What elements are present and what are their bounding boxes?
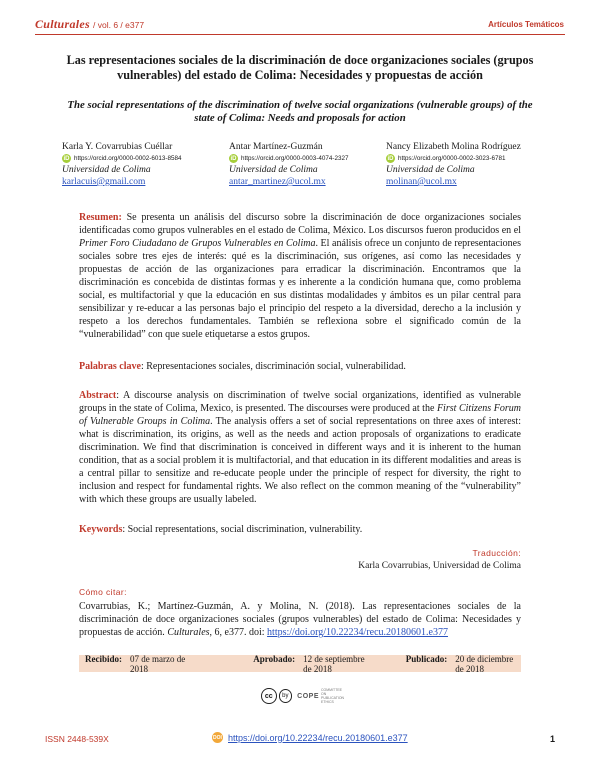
journal-header <box>35 17 144 32</box>
author-name: Karla Y. Covarrubias Cuéllar <box>62 142 173 152</box>
footer-doi-link[interactable]: https://doi.org/10.22234/recu.20180601.e377 <box>228 732 408 743</box>
header-divider <box>35 34 565 35</box>
author-institution: Universidad de Colima <box>229 165 318 175</box>
title-spanish: Las representaciones sociales de la discriminación de doce organizaciones sociales (grupos vulnerables) del estado de Colima: Necesidades y propuestas de acción <box>66 53 534 82</box>
author-name: Nancy Elizabeth Molina Rodríguez <box>386 142 521 152</box>
citation-text: Covarrubias, K.; Martínez-Guzmán, A. y Molina, N. (2018). Las representaciones sociales de la discriminación de doce organizaciones sociales (grupos vulnerables) del estado de Colima: Necesidades y propuestas de acción. Culturales, 6, e377. doi: https://doi.org/10.22234/recu.20180601.e377 <box>79 601 521 638</box>
author-name: Antar Martínez-Guzmán <box>229 142 323 152</box>
cope-subtitle: COMMITTEE ON PUBLICATION ETHICS <box>321 688 345 704</box>
forum-name: Primer Foro Ciudadano de Grupos Vulnerables en Colima <box>79 238 316 249</box>
palabras-label: Palabras clave <box>79 361 141 372</box>
abstract-paragraph: Abstract: A discourse analysis on discrimination of twelve social organizations, identified as vulnerable groups in the state of Colima, Mexico, is presented. The discourses were produced at the First Citizens Forum of Vulnerable Groups in Colima. The analysis offers a set of social representations on three axes of interest: what is discrimination, its origins, as well as the needs and action proposals of organizations to eradicate discrimination. We find that discrimination is conceived in different ways and it is inherent to the human condition, that as a social problem it is multifactorial, and that education in its different modalities and areas is a central pillar to sensitize and re-educate people under the principle of respect for diversity, the right to inclusion and respect for fundamental rights. We also reflect on the common meaning of the “vulnerability” with which these groups are usually labeled. <box>79 390 521 505</box>
date-approved: Aprobado: 12 de septiembre de 2018 <box>253 653 365 674</box>
resumen-label: Resumen: <box>79 212 122 223</box>
section-label: Artículos Temáticos <box>488 20 564 29</box>
date-published: Publicado: 20 de diciembre de 2018 <box>405 653 514 674</box>
author-email[interactable]: antar_martinez@ucol.mx <box>229 177 326 187</box>
license-badges[interactable] <box>261 687 345 705</box>
citation-block <box>79 587 521 639</box>
author-email[interactable]: molinan@ucol.mx <box>386 177 457 187</box>
author-block <box>386 141 521 188</box>
orcid-link[interactable]: iD https://orcid.org/0000-0002-6013-8584 <box>63 154 182 162</box>
keywords-label: Keywords <box>79 524 123 535</box>
author-email[interactable]: karlacuis@gmail.com <box>62 177 146 187</box>
orcid-icon: iD <box>63 155 70 162</box>
citation-doi-link[interactable]: https://doi.org/10.22234/recu.20180601.e377 <box>267 627 448 638</box>
author-block <box>229 141 348 188</box>
footer-doi <box>212 732 408 743</box>
keywords: Keywords: Social representations, social discrimination, vulnerability. <box>79 524 363 535</box>
translation-credit <box>358 547 521 573</box>
dates-bar <box>79 655 521 672</box>
attribution-icon: by <box>279 689 293 703</box>
doi-icon: DOI <box>212 732 223 743</box>
creative-commons-icon: cc <box>261 688 277 704</box>
orcid-icon: iD <box>230 155 237 162</box>
abstract-label: Abstract <box>79 390 117 401</box>
date-received: Recibido: 07 de marzo de 2018 <box>85 653 186 674</box>
issn: ISSN 2448-539X <box>45 734 109 744</box>
cope-logo: COPE <box>297 692 319 700</box>
journal-volume: / vol. 6 / e377 <box>93 20 145 30</box>
page-number: 1 <box>549 734 555 744</box>
translation-text: Karla Covarrubias, Universidad de Colima <box>358 561 521 571</box>
resumen-paragraph: Resumen: Se presenta un análisis del discurso sobre la discriminación de doce organizaciones sociales identificadas como grupos vulnerables en el estado de Colima, México. Los discursos fueron producidos en el Primer Foro Ciudadano de Grupos Vulnerables en Colima. El análisis ofrece un conjunto de representaciones sociales sobre tres ejes de interés: qué es la discriminación, sus orígenes, así como las necesidades y propuestas de acción de las organizaciones para erradicar la discriminación. Encontramos que la discriminación es concebida de distintas formas y es inherente a la condición humana que, como problema social, es multifactorial y que la educación en sus distintas modalidades y ámbitos es un pilar central para sensibilizar y re-educar a las personas bajo el principio del respeto a la diversidad, derecho a la inclusión y respeto a los derechos fundamentales. También se reflexiona sobre el significado común de la “vulnerabilidad” con que suele etiquetarse a estos grupos. <box>79 212 522 340</box>
forum-name: First Citizens Forum of Vulnerable Groups in Colima <box>79 403 521 427</box>
orcid-link[interactable]: iD https://orcid.org/0000-0002-3023-6781 <box>387 154 506 162</box>
orcid-link[interactable]: iD https://orcid.org/0000-0003-4074-2327 <box>230 154 349 162</box>
orcid-icon: iD <box>387 155 394 162</box>
author-institution: Universidad de Colima <box>386 165 475 175</box>
palabras-clave: Palabras clave: Representaciones sociales, discriminación social, vulnerabilidad. <box>79 361 406 372</box>
author-block <box>62 141 181 188</box>
title-english: The social representations of the discrimination of twelve social organizations (vulnerable groups) of the state of Colima: Needs and proposals for action <box>67 99 533 124</box>
translation-label: Traducción: <box>472 548 521 558</box>
citation-label: Cómo citar: <box>79 587 127 597</box>
journal-name: Culturales <box>35 17 91 31</box>
author-institution: Universidad de Colima <box>62 165 151 175</box>
